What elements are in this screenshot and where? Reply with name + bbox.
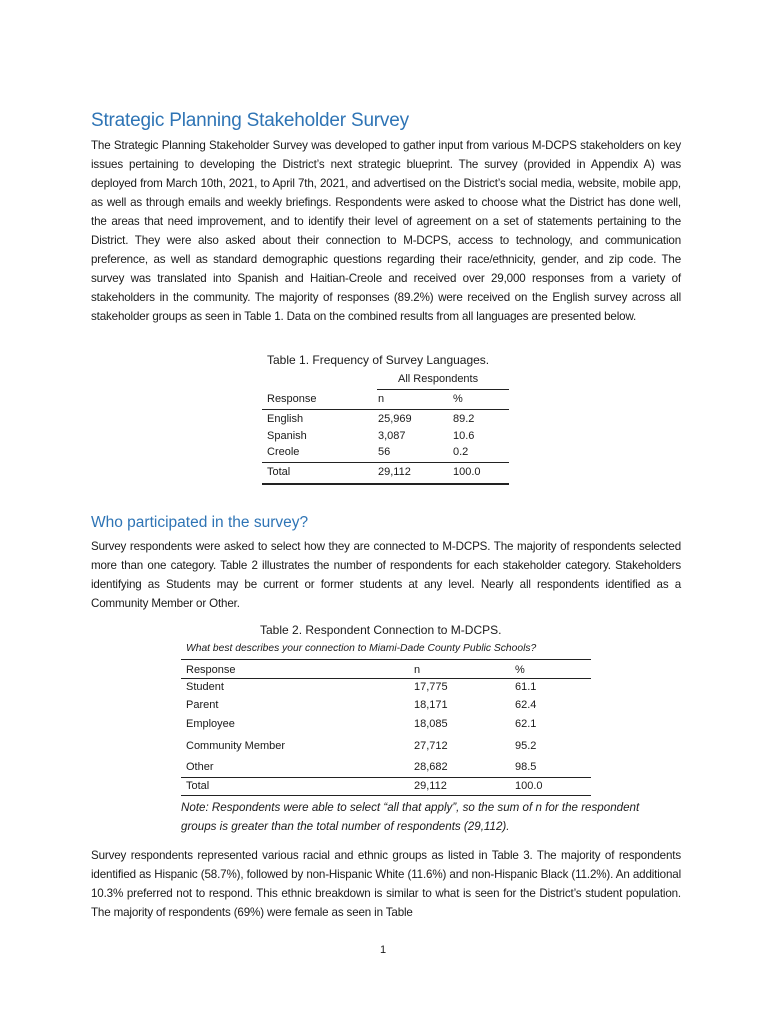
table-cell: 95.2	[515, 740, 537, 752]
table-1-header-rule	[262, 409, 509, 410]
table-cell: 56	[378, 446, 391, 458]
table-2-note: Note: Respondents were able to select “all that apply”, so the sum of n for the respondent groups is greater than the total number of respondents (29,112).	[181, 801, 640, 833]
table-cell: 62.4	[515, 699, 537, 711]
table-cell: 18,085	[414, 718, 448, 730]
participation-paragraph: Survey respondents were asked to select how they are connected to M-DCPS. The majority of respondents selected more than one category. Table 2 illustrates the number of respondents for each stakeholder category. Stakeholders identifying as Students may be current or former students at any level. Nearly all respondents identified as a Community Member or Other.	[91, 540, 681, 610]
table-cell: 0.2	[453, 446, 469, 458]
table-cell: 18,171	[414, 699, 448, 711]
table-2-top-rule	[181, 659, 591, 660]
table-cell: Creole	[267, 446, 300, 458]
table-cell: 17,775	[414, 681, 448, 693]
table-cell: 29,112	[414, 780, 447, 792]
table-cell: 27,712	[414, 740, 448, 752]
table-1-total-rule	[262, 462, 509, 463]
table-cell: Student	[186, 681, 224, 693]
table-1-group-header: All Respondents	[398, 373, 479, 385]
table-cell: 100.0	[453, 466, 481, 478]
table-cell: 98.5	[515, 761, 537, 773]
table-cell: 61.1	[515, 681, 537, 693]
table-cell: 25,969	[378, 413, 412, 425]
table-cell: 62.1	[515, 718, 537, 730]
table-cell: 3,087	[378, 430, 406, 442]
table-2-total-rule	[181, 777, 591, 778]
table-2-bottom-rule	[181, 795, 591, 796]
subsection-title: Who participated in the survey?	[91, 514, 309, 531]
table-2-caption: Table 2. Respondent Connection to M-DCPS.	[260, 623, 502, 637]
page-number: 1	[380, 944, 387, 956]
table-cell: 89.2	[453, 413, 475, 425]
table-cell: Total	[267, 466, 291, 478]
table-2-header-rule	[181, 678, 591, 679]
table-cell: Other	[186, 761, 214, 773]
section-title: Strategic Planning Stakeholder Survey	[91, 110, 409, 131]
table-1-group-rule	[377, 389, 509, 390]
table-cell: 29,112	[378, 466, 411, 478]
table-cell: 28,682	[414, 761, 448, 773]
table-cell: Spanish	[267, 430, 307, 442]
table-cell: Total	[186, 780, 210, 792]
table-cell: Employee	[186, 718, 235, 730]
table-cell: 100.0	[515, 780, 543, 792]
table-1-caption: Table 1. Frequency of Survey Languages.	[267, 353, 490, 367]
table-2-header-response: Response	[186, 664, 236, 676]
demographics-paragraph: Survey respondents represented various racial and ethnic groups as listed in Table 3. The majority of respondents identified as Hispanic (58.7%), followed by non-Hispanic White (11.6%) and non-Hispanic Black (11.2%). An additional 10.3% preferred not to respond. This ethnic breakdown is similar to what is seen for the District’s student population. The majority of respondents (69%) were female as seen in Table	[91, 849, 681, 919]
table-cell: Parent	[186, 699, 219, 711]
table-2-header-pct: %	[515, 664, 525, 676]
table-2-header-n: n	[414, 664, 421, 676]
table-cell: Community Member	[186, 740, 286, 752]
table-1-header-response: Response	[267, 393, 317, 405]
table-1-bottom-rule	[262, 483, 509, 485]
table-1-header-pct: %	[453, 393, 463, 405]
table-1-header-n: n	[378, 393, 385, 405]
intro-paragraph: The Strategic Planning Stakeholder Survey was developed to gather input from various M-DCPS stakeholders on key issues pertaining to developing the District’s next strategic blueprint. The survey (provided in Appendix A) was deployed from March 10th, 2021, to April 7th, 2021, and advertised on the District’s social media, website, mobile app, as well as through emails and weekly briefings. Respondents were asked to choose what the District has done well, the areas that need improvement, and to identify their level of agreement on a set of statements pertaining to the District. They were also asked about their connection to M-DCPS, access to technology, and communication preference, as well as standard demographic questions regarding their race/ethnicity, gender, and zip code. The survey was translated into Spanish and Haitian-Creole and received over 29,000 responses from a variety of stakeholders in the community. The majority of responses (89.2%) were received on the English survey across all stakeholder groups as seen in Table 1. Data on the combined results from all languages are presented below.	[91, 139, 681, 323]
table-2-question: What best describes your connection to Miami-Dade County Public Schools?	[186, 643, 537, 654]
table-cell: 10.6	[453, 430, 475, 442]
table-cell: English	[267, 413, 304, 425]
